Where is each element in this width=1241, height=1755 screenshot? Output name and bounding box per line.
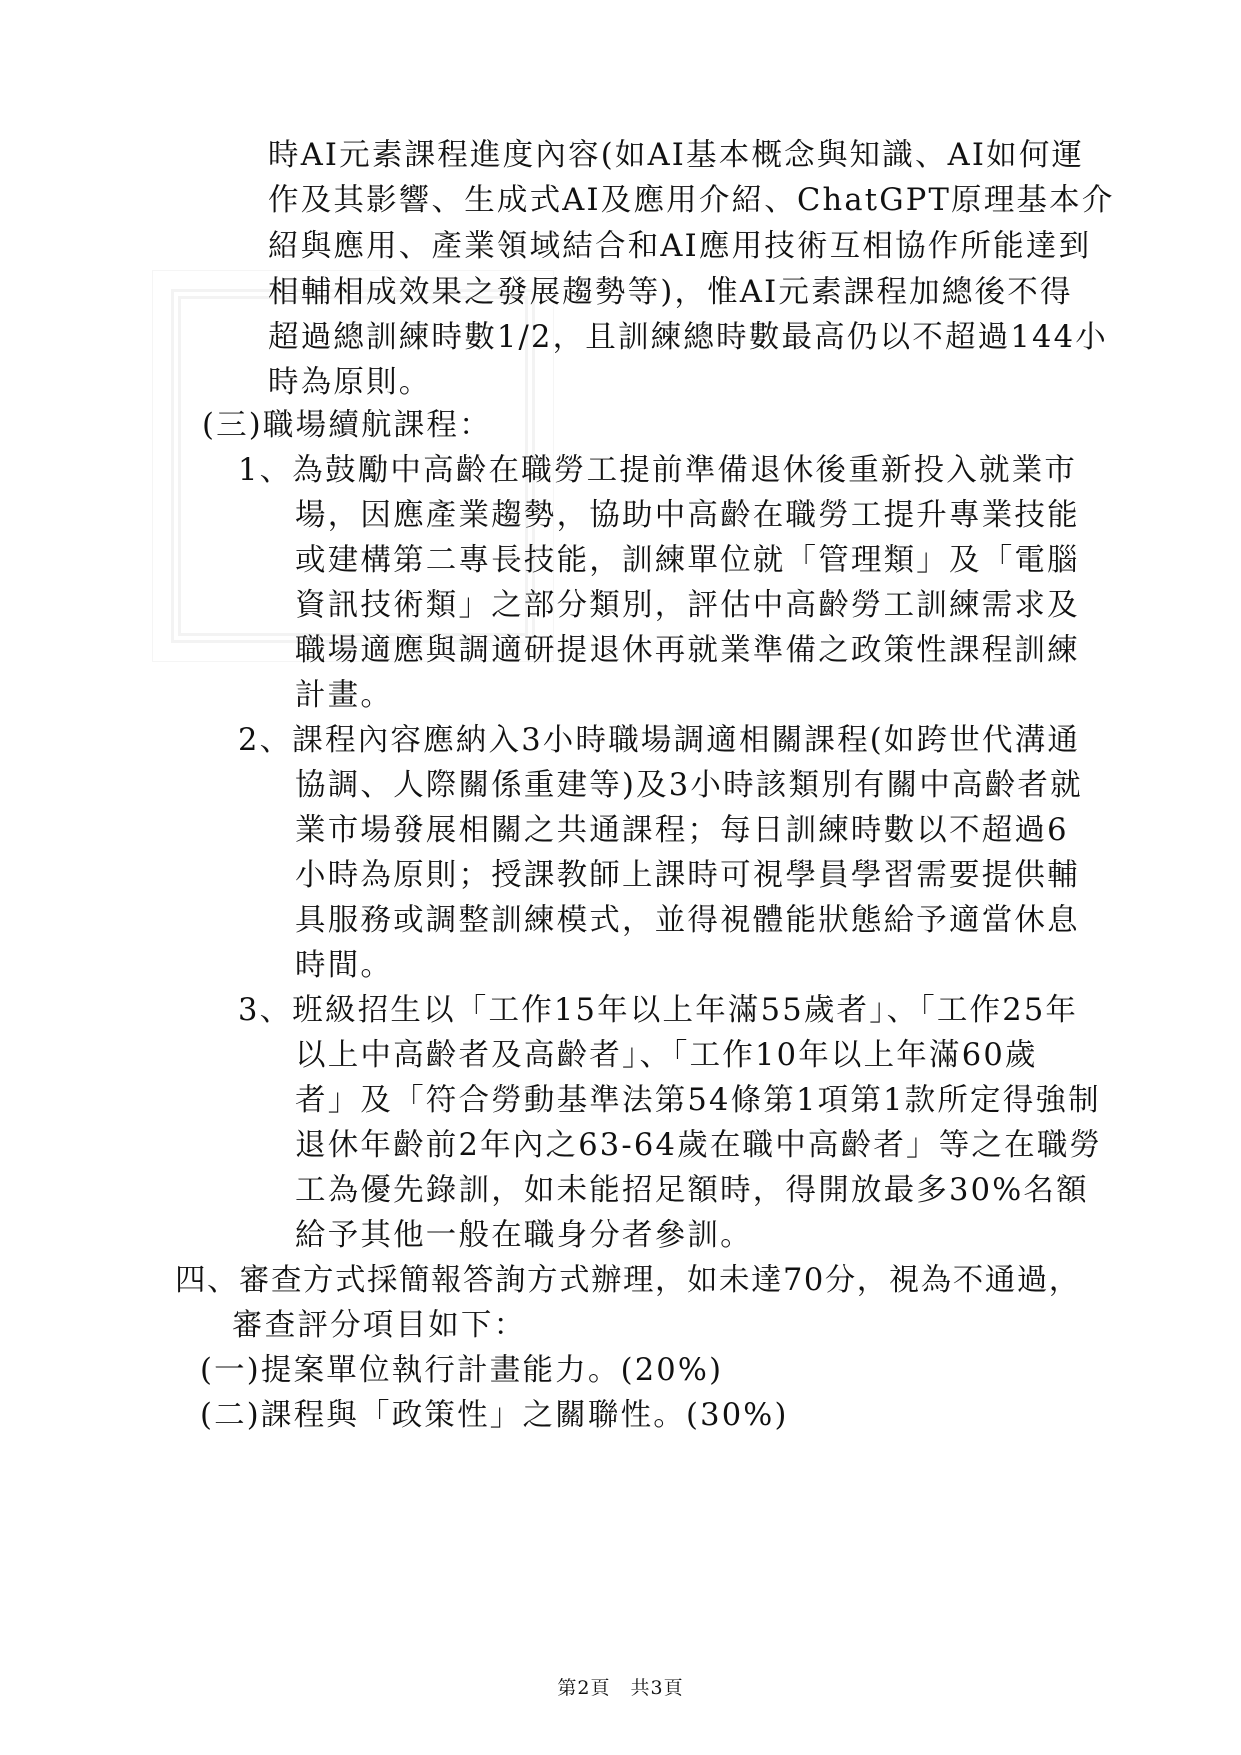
text-line: 1、為鼓勵中高齡在職勞工提前準備退休後重新投入就業市 bbox=[238, 453, 1078, 488]
text-line: 職場適應與調適研提退休再就業準備之政策性課程訓練 bbox=[295, 633, 1080, 668]
text-line: 3、班級招生以「工作15年以上年滿55歲者」、「工作25年 bbox=[238, 993, 1079, 1028]
text-line: 者」及「符合勞動基準法第54條第1項第1款所定得強制 bbox=[295, 1083, 1101, 1118]
text-line: 資訊技術類」之部分類別，評估中高齡勞工訓練需求及 bbox=[295, 588, 1080, 623]
text-line: 業市場發展相關之共通課程；每日訓練時數以不超過6 bbox=[295, 813, 1069, 848]
text-line: 具服務或調整訓練模式，並得視體能狀態給予適當休息 bbox=[295, 903, 1080, 938]
text-line: 超過總訓練時數1/2，且訓練總時數最高仍以不超過144小 bbox=[268, 320, 1108, 355]
text-line: 審查評分項目如下： bbox=[232, 1308, 527, 1343]
text-line: 作及其影響、生成式AI及應用介紹、ChatGPT原理基本介 bbox=[268, 183, 1115, 218]
criterion-item-2: (二)課程與「政策性」之關聯性。(30%) bbox=[200, 1398, 789, 1433]
text-line: 紹與應用、產業領域結合和AI應用技術互相協作所能達到 bbox=[268, 229, 1092, 264]
text-line: 計畫。 bbox=[295, 678, 394, 713]
text-line: 小時為原則；授課教師上課時可視學員學習需要提供輔 bbox=[295, 858, 1080, 893]
text-line: 時間。 bbox=[295, 948, 394, 983]
text-line: 時為原則。 bbox=[268, 365, 432, 400]
text-line: 協調、人際關係重建等)及3小時該類別有關中高齡者就 bbox=[295, 768, 1083, 803]
text-line: 以上中高齡者及高齡者」、「工作10年以上年滿60歲 bbox=[295, 1038, 1038, 1073]
criterion-item-1: (一)提案單位執行計畫能力。(20%) bbox=[200, 1353, 724, 1388]
text-line: 給予其他一般在職身分者參訓。 bbox=[295, 1218, 753, 1253]
text-line: 相輔相成效果之發展趨勢等)，惟AI元素課程加總後不得 bbox=[268, 275, 1073, 310]
text-line: 場，因應產業趨勢，協助中高齡在職勞工提升專業技能 bbox=[295, 498, 1080, 533]
page-number: 第2頁 共3頁 bbox=[557, 1677, 684, 1699]
text-line: 時AI元素課程進度內容(如AI基本概念與知識、AI如何運 bbox=[268, 138, 1085, 173]
text-line: 四、審查方式採簡報答詢方式辦理，如未達70分，視為不通過， bbox=[175, 1263, 1081, 1298]
text-line: 2、課程內容應納入3小時職場調適相關課程(如跨世代溝通 bbox=[238, 723, 1081, 758]
section-3-heading: (三)職場續航課程： bbox=[202, 408, 492, 443]
text-line: 工為優先錄訓，如未能招足額時，得開放最多30%名額 bbox=[295, 1173, 1089, 1208]
text-line: 退休年齡前2年內之63-64歲在職中高齡者」等之在職勞 bbox=[295, 1128, 1103, 1163]
text-line: 或建構第二專長技能，訓練單位就「管理類」及「電腦 bbox=[295, 543, 1080, 578]
